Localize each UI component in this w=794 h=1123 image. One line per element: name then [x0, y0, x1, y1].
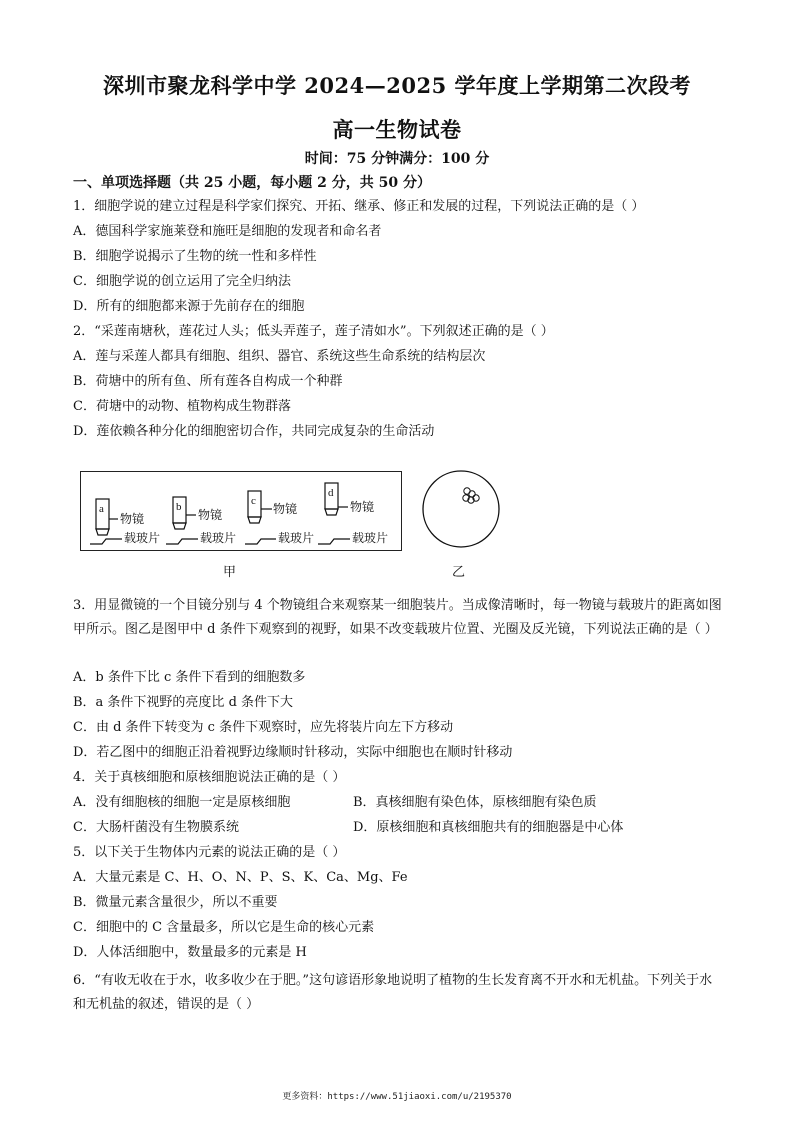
lens-letter-a: a [99, 503, 104, 515]
q5-option-a: A．大量元素是 C、H、O、N、P、S、K、Ca、Mg、Fe [73, 870, 408, 885]
q5-stem: 5．以下关于生物体内元素的说法正确的是（ ） [73, 845, 346, 860]
caption-jia: 甲 [223, 565, 237, 580]
objective-label-d: 物镜 [350, 500, 375, 514]
slide-label-a: 载玻片 [124, 531, 161, 545]
q4-options-row-1 [73, 794, 723, 812]
slide-label-d: 载玻片 [352, 531, 389, 545]
objective-lens-d [318, 483, 350, 544]
objective-lens-c [245, 491, 276, 544]
q1-option-b: B．细胞学说揭示了生物的统一性和多样性 [73, 249, 317, 264]
objective-label-a: 物镜 [120, 512, 145, 526]
lens-letter-b: b [176, 501, 182, 513]
q5-option-b: B．微量元素含量很少，所以不重要 [73, 895, 278, 910]
q2-option-b: B．荷塘中的所有鱼、所有莲各自构成一个种群 [73, 374, 343, 389]
caption-yi: 乙 [452, 565, 466, 580]
q3-option-d: D．若乙图中的细胞正沿着视野边缘顺时针移动，实际中细胞也在顺时针移动 [73, 745, 513, 760]
q4-stem: 4．关于真核细胞和原核细胞说法正确的是（ ） [73, 770, 346, 785]
q4-option-d: D．原核细胞和真核细胞共有的细胞器是中心体 [353, 820, 624, 835]
q1-option-a: A．德国科学家施莱登和施旺是细胞的发现者和命名者 [73, 224, 382, 239]
figure-jia-microscope-diagram [80, 471, 402, 551]
q2-option-c: C．荷塘中的动物、植物构成生物群落 [73, 399, 291, 414]
q4-options-row-2 [73, 819, 723, 837]
objective-label-c: 物镜 [273, 502, 298, 516]
q4-option-a: A．没有细胞核的细胞一定是原核细胞 [73, 795, 291, 810]
page-footer: 更多资料：https://www.51jiaoxi.com/u/2195370 [282, 1092, 512, 1102]
q3-option-c: C．由 d 条件下转变为 c 条件下观察时，应先将装片向左下方移动 [73, 720, 454, 735]
exam-title: 深圳市聚龙科学中学 2024—2025 学年度上学期第二次段考 [102, 73, 691, 98]
q1-stem: 1．细胞学说的建立过程是科学家们探究、开拓、继承、修正和发展的过程，下列说法正确的是（ ） [73, 199, 645, 214]
objective-label-b: 物镜 [198, 508, 223, 522]
q3-option-b: B．a 条件下视野的亮度比 d 条件下大 [73, 695, 294, 710]
q2-stem: 2．“采莲南塘秋，莲花过人头；低头弄莲子，莲子清如水”。下列叙述正确的是（ ） [73, 324, 554, 339]
slide-label-c: 载玻片 [278, 531, 315, 545]
q4-option-b: B．真核细胞有染色体，原核细胞有染色质 [353, 795, 597, 810]
q1-option-c: C．细胞学说的创立运用了完全归纳法 [73, 274, 291, 289]
objective-lens-b [166, 497, 198, 544]
exam-subtitle: 高一生物试卷 [332, 117, 462, 142]
q2-option-a: A．莲与采莲人都具有细胞、组织、器官、系统这些生命系统的结构层次 [73, 349, 486, 364]
lens-letter-c: c [251, 495, 256, 507]
q1-option-d: D．所有的细胞都来源于先前存在的细胞 [73, 299, 305, 314]
q4-option-c: C．大肠杆菌没有生物膜系统 [73, 820, 239, 835]
q3-stem: 3．用显微镜的一个目镜分别与 4 个物镜组合来观察某一细胞装片。当成像清晰时，每一物镜与载玻片的距离如图甲所示。图乙是图甲中 d 条件下观察到的视野，如果不改变载玻片位置、光圈及反光镜，下列说法正确的是（ ） [73, 598, 722, 637]
slide-label-b: 载玻片 [200, 531, 237, 545]
q3-option-a: A．b 条件下比 c 条件下看到的细胞数多 [73, 670, 306, 685]
figure-yi-field-of-view [420, 466, 502, 552]
lens-letter-d: d [328, 487, 334, 499]
q2-option-d: D．莲依赖各种分化的细胞密切合作，共同完成复杂的生命活动 [73, 424, 435, 439]
q5-option-c: C．细胞中的 C 含量最多，所以它是生命的核心元素 [73, 920, 375, 935]
q5-option-d: D．人体活细胞中，数量最多的元素是 H [73, 945, 307, 960]
section-heading: 一、单项选择题（共 25 小题，每小题 2 分，共 50 分） [73, 175, 431, 191]
q6-stem: 6．“有收无收在于水，收多收少在于肥。”这句谚语形象地说明了植物的生长发育离不开水和无机盐。下列关于水和无机盐的叙述，错误的是（ ） [73, 973, 713, 1012]
exam-meta: 时间：75 分钟满分：100 分 [304, 151, 490, 167]
objective-lens-a [90, 499, 122, 544]
